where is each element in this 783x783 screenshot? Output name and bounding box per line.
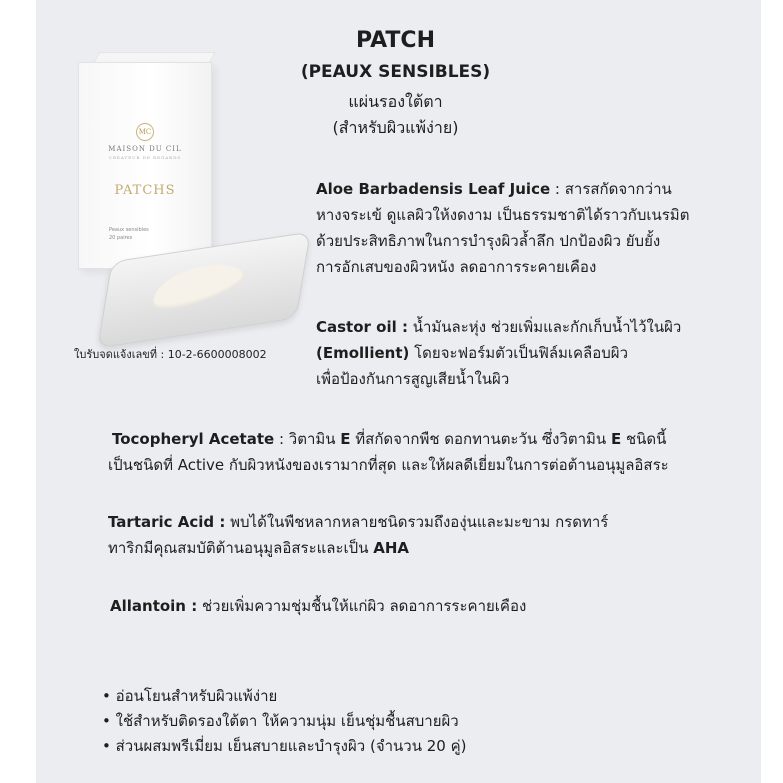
product-name: PATCHS xyxy=(114,183,176,198)
ingredient-desc: ด้วยประสิทธิภาพในการบำรุงผิวล้ำลึก ปกป้องผิว ยับยั้ง xyxy=(316,232,661,250)
vitamin-e-label: E xyxy=(340,430,351,448)
vitamin-e-label: E xyxy=(610,430,622,448)
ingredient-desc: น้ำมันละหุ่ง ช่วยเพิ่มและกักเก็บน้ำไว้ในผิว xyxy=(407,318,682,336)
emollient-label: (Emollient) xyxy=(316,344,410,362)
ingredient-name: Castor oil : xyxy=(316,318,408,336)
product-count: 20 paires xyxy=(109,235,133,241)
page-title: PATCH xyxy=(356,28,435,53)
thai-product-subtitle: (สำหรับผิวแพ้ง่าย) xyxy=(332,118,459,137)
product-variant: Peaux sensibles xyxy=(109,227,149,233)
ingredient-desc: ที่สกัดจากพืช ดอกทานตะวัน ซึ่งวิตามิน xyxy=(350,430,611,448)
feature-bullet: • อ่อนโยนสำหรับผิวแพ้ง่าย xyxy=(102,687,278,705)
ingredient-desc: สารสกัดจากว่าน xyxy=(564,180,672,198)
ingredient-desc: เป็นชนิดที่ Active กับผิวหนังของเรามากที่สุด และให้ผลดีเยี่ยมในการต่อต้านอนุมูลอิสระ xyxy=(108,456,669,474)
ingredient-desc: ชนิดนี้ xyxy=(621,430,667,448)
ingredient-desc: โดยจะฟอร์มตัวเป็นฟิล์มเคลือบผิว xyxy=(414,344,628,362)
ingredient-name: Tocopheryl Acetate xyxy=(112,430,275,448)
ingredient-desc: ช่วยเพิ่มความชุ่มชื้นให้แก่ผิว ลดอาการระคายเคือง xyxy=(197,597,527,615)
separator: : xyxy=(550,180,565,198)
registration-number: ใบรับจดแจ้งเลขที่ : 10-2-6600008002 xyxy=(74,348,267,361)
product-box-image xyxy=(78,62,212,269)
ingredient-desc: พบได้ในพืชหลากหลายชนิดรวมถึงองุ่นและมะขาม กรดทาร์ xyxy=(225,513,609,531)
ingredient-desc: เพื่อป้องกันการสูญเสียน้ำในผิว xyxy=(316,370,510,388)
feature-bullet: • ส่วนผสมพรีเมี่ยม เย็นสบายและบำรุงผิว (จำนวน 20 คู่) xyxy=(102,737,467,755)
ingredient-desc: หางจระเข้ ดูแลผิวให้งดงาม เป็นธรรมชาติได้ราวกับเนรมิต xyxy=(316,206,690,224)
ingredient-name: Aloe Barbadensis Leaf Juice xyxy=(316,180,551,198)
ingredient-desc: : วิตามิน xyxy=(274,430,341,448)
ingredient-tocopheryl xyxy=(108,426,669,478)
ingredient-tartaric xyxy=(108,509,608,561)
brand-tagline: CREATEUR DE REGARDS xyxy=(108,155,182,160)
feature-bullet: • ใช้สำหรับติดรองใต้ตา ให้ความนุ่ม เย็นชุ่มชื้นสบายผิว xyxy=(102,712,459,730)
aha-label: AHA xyxy=(373,539,409,557)
ingredient-desc: การอักเสบของผิวหนัง ลดอาการระคายเคือง xyxy=(316,258,597,276)
ingredient-name: Tartaric Acid : xyxy=(108,513,226,531)
page-subtitle: (PEAUX SENSIBLES) xyxy=(300,62,491,82)
ingredient-aloe xyxy=(316,176,689,280)
ingredient-allantoin xyxy=(110,593,526,619)
ingredient-desc: ทาริกมีคุณสมบัติต้านอนุมูลอิสระและเป็น xyxy=(108,539,374,557)
ingredient-name: Allantoin : xyxy=(110,597,198,615)
thai-product-name: แผ่นรองใต้ตา xyxy=(348,92,443,111)
brand-logo: MC xyxy=(136,123,154,141)
brand-name: MAISON DU CIL xyxy=(108,145,182,153)
ingredient-castor xyxy=(316,314,681,392)
